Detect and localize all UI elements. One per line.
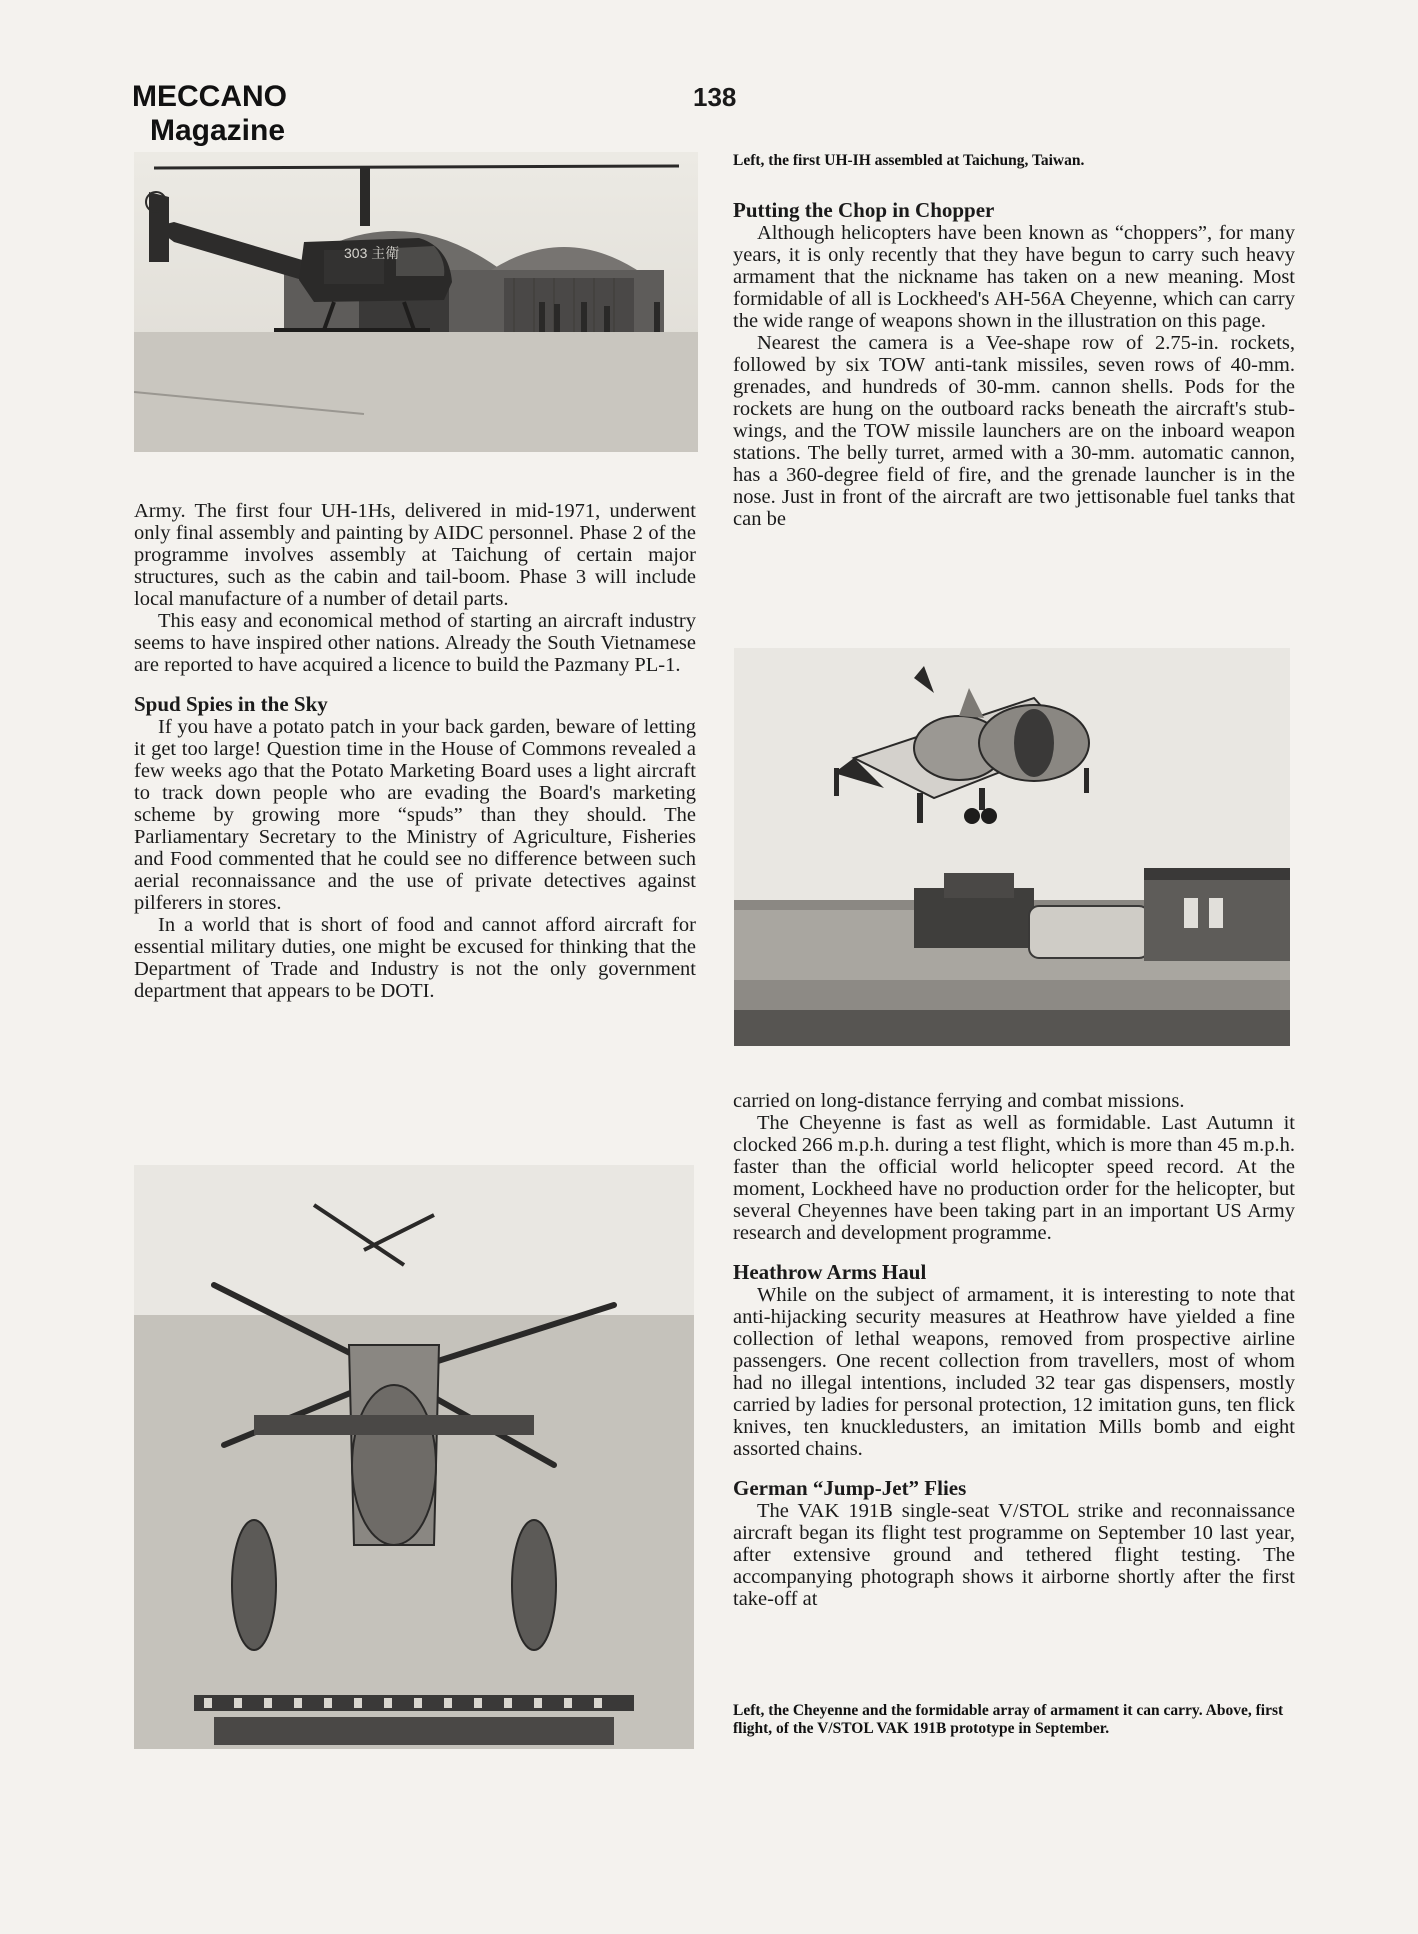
photo-uh1h-helicopter: [134, 152, 698, 452]
photo-cheyenne-armament: [134, 1165, 694, 1749]
paragraph: In a world that is short of food and cannot afford aircraft for essential military duties, one might be excused for thinking that the Department of Trade and Industry is not the only government department that appears to be DOTI.: [134, 914, 696, 1002]
paragraph: The Cheyenne is fast as well as formidable. Last Autumn it clocked 266 m.p.h. during a test flight, which is more than 45 m.p.h. faster than the official world helicopter speed record. At the moment, Lockheed have no production order for the helicopter, but several Cheyennes have been taking part in an important US Army research and development programme.: [733, 1112, 1295, 1244]
heading-chop-in-chopper: Putting the Chop in Chopper: [733, 198, 995, 222]
caption-uh1h: Left, the first UH-IH assembled at Taichung, Taiwan.: [733, 152, 1085, 169]
tail-marking: 303 主衛: [344, 245, 400, 261]
paragraph: This easy and economical method of starting an aircraft industry seems to have inspired other nations. Already the South Vietnamese are reported to have acquired a licence to build the Pazmany PL-1.: [134, 610, 696, 676]
caption-cheyenne-vak: Left, the Cheyenne and the formidable array of armament it can carry. Above, first flight, of the V/STOL VAK 191B prototype in September.: [733, 1702, 1284, 1737]
article-chopper: [733, 198, 1295, 530]
paragraph: Nearest the camera is a Vee-shape row of 2.75-in. rockets, followed by six TOW anti-tank missiles, seven rows of 40-mm. grenades, and hundreds of 30-mm. cannon shells. Pods for the rockets are hung on the outboard racks beneath the aircraft's stub-wings, and the TOW missile launchers are on the inboard weapon stations. The belly turret, armed with a 30-mm. automatic cannon, has a 360-degree field of fire, and the grenade launcher is in the nose. Just in front of the aircraft are two jettisonable fuel tanks that can be: [733, 332, 1295, 530]
masthead-title: MECCANO: [132, 80, 287, 113]
heading-spud-spies: Spud Spies in the Sky: [134, 692, 328, 716]
heading-german-jump-jet: German “Jump-Jet” Flies: [733, 1476, 967, 1500]
paragraph: carried on long-distance ferrying and combat missions.: [733, 1090, 1185, 1112]
masthead: [132, 80, 322, 148]
paragraph: If you have a potato patch in your back garden, beware of letting it get too large! Question time in the House of Commons revealed a few weeks ago that the Potato Marketing Board uses a light aircraft to track down people who are evading the Board's marketing scheme by growing more “spuds” than they should. The Parliamentary Secretary to the Ministry of Agriculture, Fisheries and Food commented that he could see no difference between such aerial reconnaissance and the use of private detectives against pilferers in stores.: [134, 716, 696, 914]
heading-heathrow-arms-haul: Heathrow Arms Haul: [733, 1260, 927, 1284]
paragraph: While on the subject of armament, it is interesting to note that anti-hijacking security measures at Heathrow have yielded a fine collection of lethal weapons, removed from prospective airline passengers. One recent collection from travellers, most of whom had no illegal intentions, included 32 tear gas dispensers, mostly carried by ladies for personal protection, 12 imitation guns, ten flick knives, ten knuckledusters, an imitation Mills bomb and eight assorted chains.: [733, 1284, 1295, 1460]
paragraph: Army. The first four UH-1Hs, delivered in mid-1971, underwent only final assembly and painting by AIDC personnel. Phase 2 of the programme involves assembly at Taichung of certain major structures, such as the cabin and tail-boom. Phase 3 will include local manufacture of a number of detail parts.: [134, 500, 696, 610]
article-right-column-lower: [733, 1090, 1295, 1610]
masthead-subtitle: Magazine: [150, 114, 286, 147]
paragraph: Although helicopters have been known as “choppers”, for many years, it is only recently that they have begun to carry such heavy armament that the nickname has taken on a new meaning. Most formidable of all is Lockheed's AH-56A Cheyenne, which can carry the wide range of weapons shown in the illustration on this page.: [733, 222, 1295, 332]
paragraph: The VAK 191B single-seat V/STOL strike and reconnaissance aircraft began its flight test programme on September 10 last year, after extensive ground and tethered flight testing. The accompanying photograph shows it airborne shortly after the first take-off at: [733, 1500, 1295, 1610]
photo-vak-191b: [734, 648, 1290, 1046]
article-left-column: [134, 500, 696, 1002]
page-number: 138: [693, 82, 737, 112]
